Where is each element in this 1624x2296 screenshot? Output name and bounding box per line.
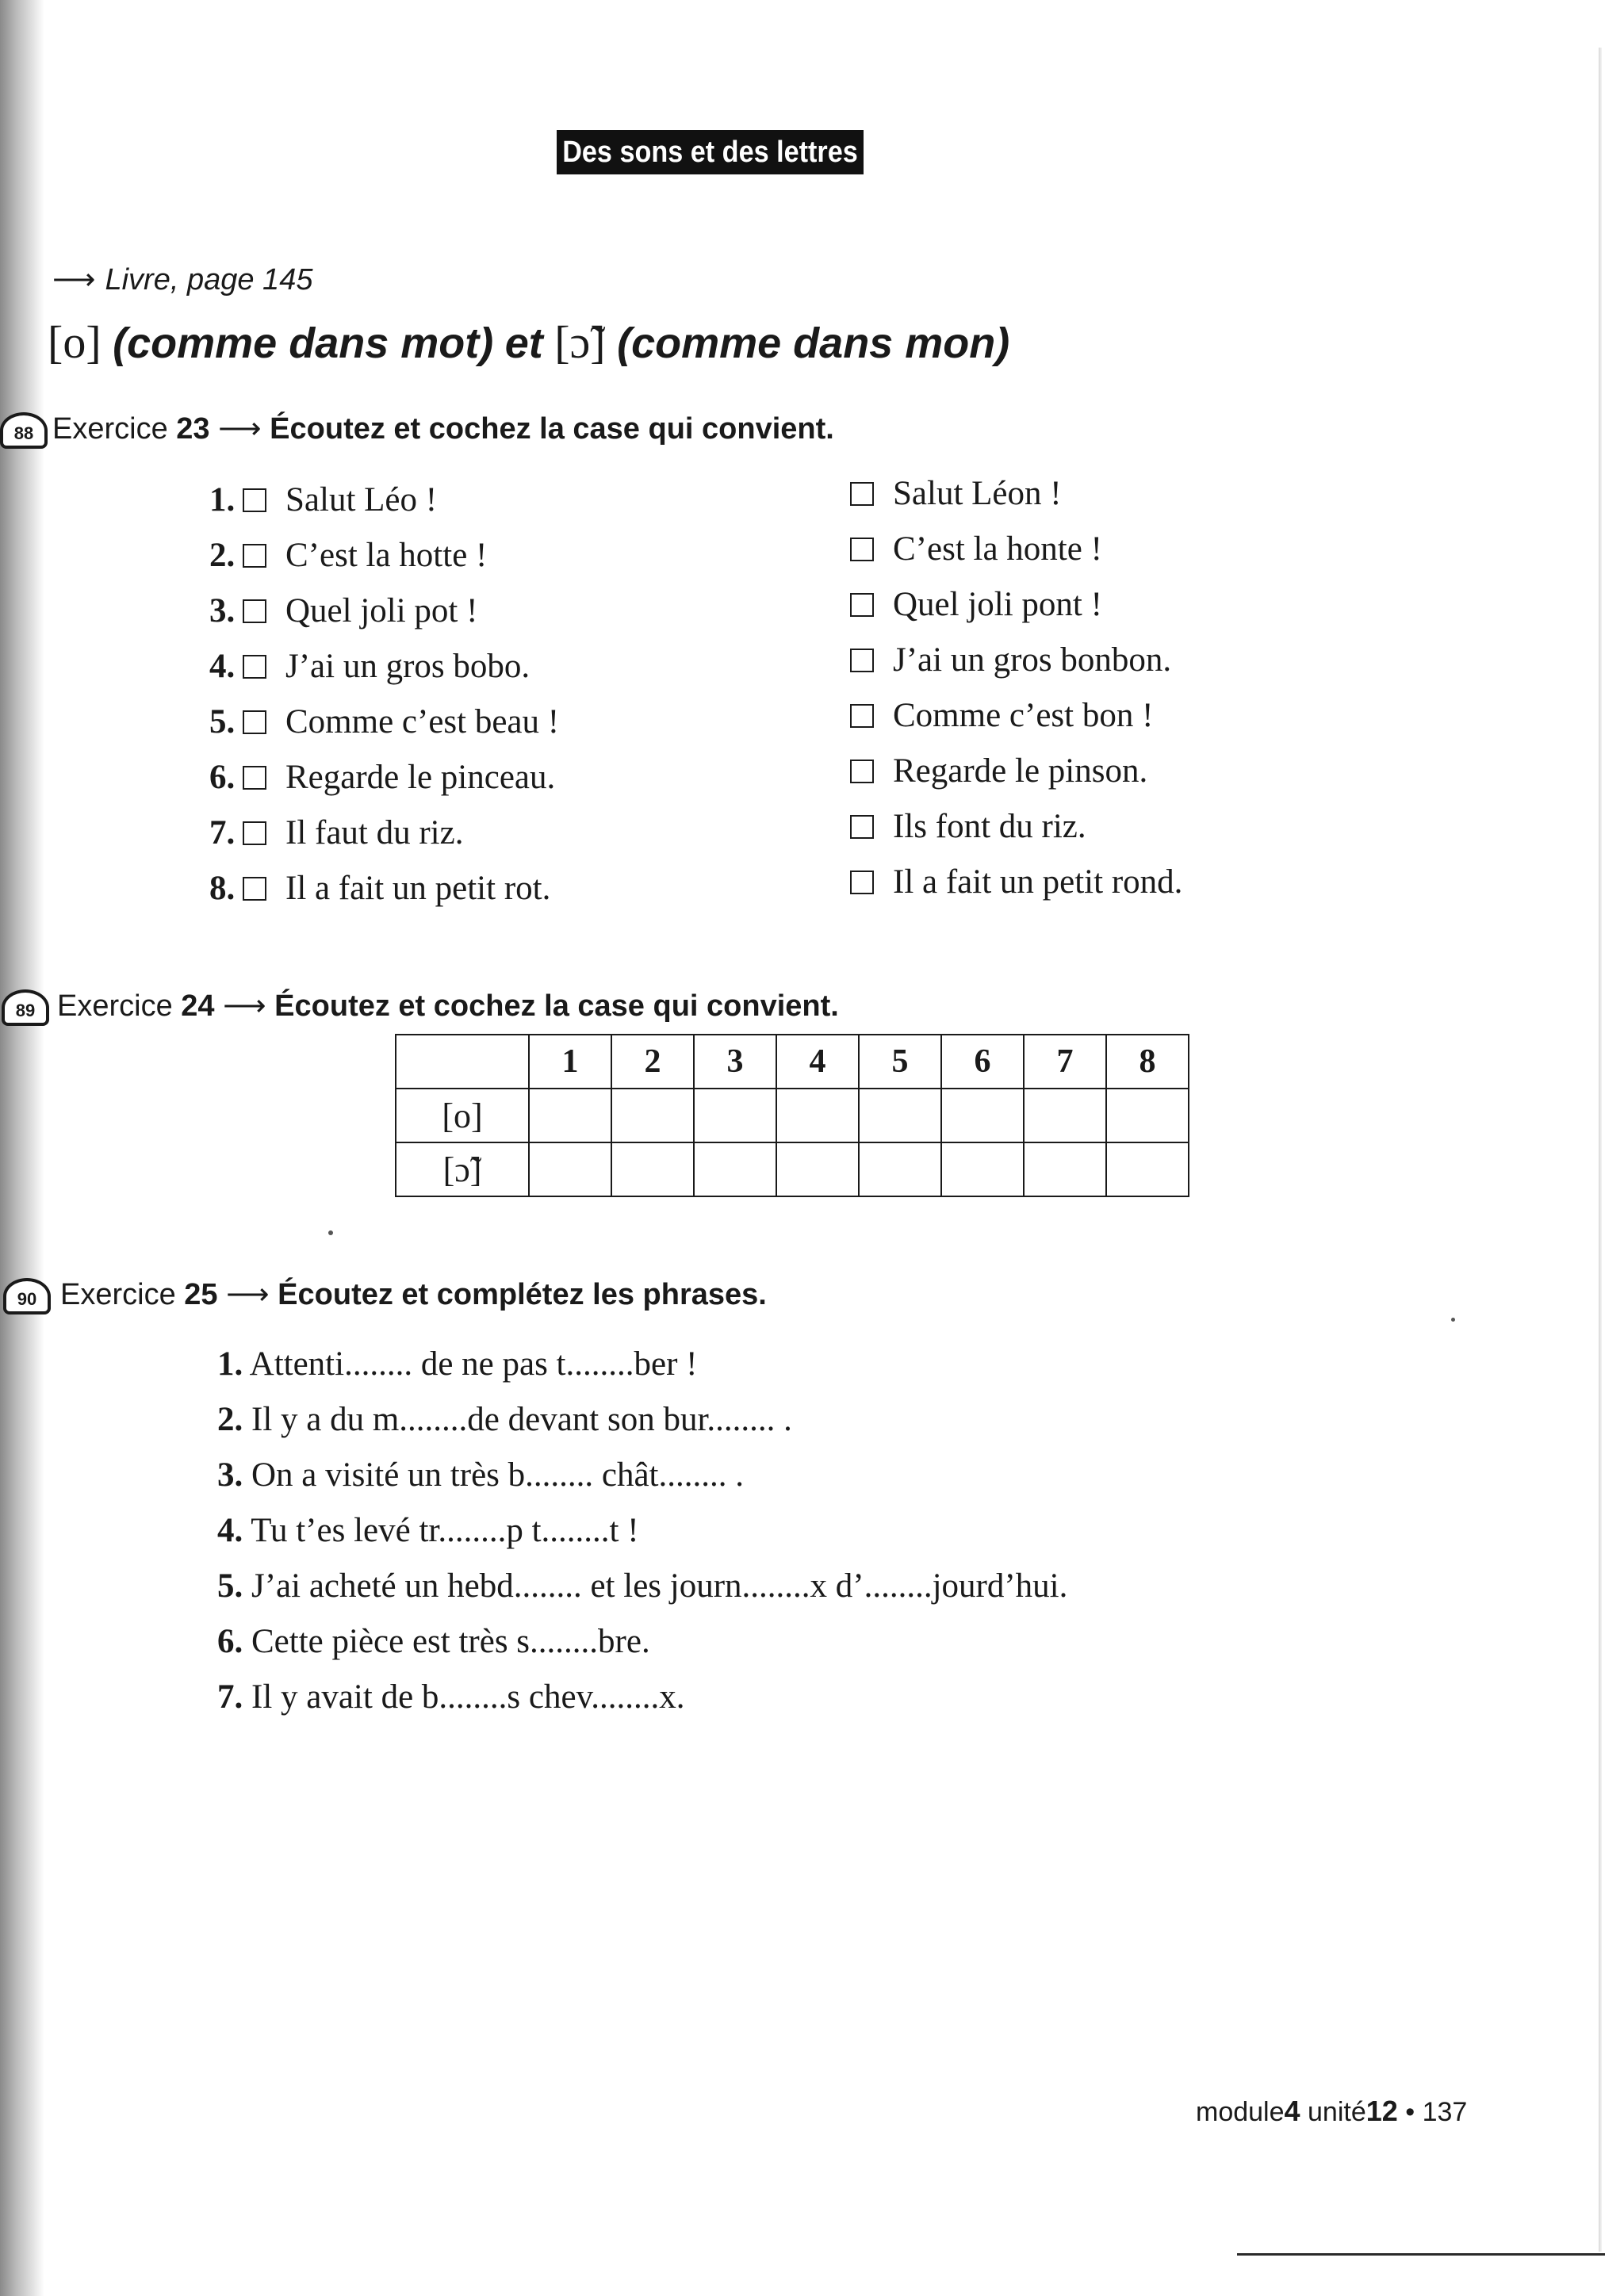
grid-answer-cell[interactable] (1024, 1089, 1106, 1142)
grid-answer-cell[interactable] (1106, 1142, 1189, 1196)
page-bottom-edge (1237, 2253, 1605, 2256)
item-number: 3. (217, 1456, 243, 1494)
option-right (850, 585, 1102, 624)
fill-in-sentence (217, 1345, 697, 1383)
exercise-instruction: Écoutez et complétez les phrases. (278, 1278, 767, 1311)
option-right (850, 696, 1153, 735)
option-right (850, 641, 1171, 679)
grid-answer-cell[interactable] (776, 1142, 859, 1196)
section-banner: Des sons et des lettres (557, 130, 864, 174)
exercise-label: Exercice (60, 1278, 176, 1311)
scan-speck (328, 1230, 333, 1235)
item-number: 6. (209, 759, 236, 796)
phoneme-on: [ɔ̃] (554, 316, 606, 368)
footer-unit-label: unité (1308, 2097, 1366, 2127)
grid-answer-cell[interactable] (776, 1089, 859, 1142)
checkbox[interactable] (850, 649, 874, 672)
option-text: Salut Léon ! (893, 475, 1062, 512)
page-edge (1599, 48, 1602, 2252)
phoneme-o: [o] (48, 316, 102, 368)
checkbox[interactable] (850, 815, 874, 839)
checkbox[interactable] (243, 710, 266, 734)
exercise-number: 24 (181, 989, 215, 1023)
grid-row-label: [o] (396, 1089, 529, 1142)
option-right (850, 863, 1182, 901)
option-left (209, 869, 550, 908)
checkbox[interactable] (850, 704, 874, 728)
item-number: 8. (209, 870, 236, 907)
sentence-text: Il y a du m........de devant son bur........ . (251, 1401, 792, 1438)
grid-column-header: 2 (611, 1035, 694, 1089)
grid-column-header: 4 (776, 1035, 859, 1089)
sound-grid (395, 1034, 1189, 1197)
scan-speck (1451, 1318, 1455, 1322)
grid-column-header: 7 (1024, 1035, 1106, 1089)
checkbox[interactable] (243, 655, 266, 679)
sentence-text: Tu t’es levé tr........p t........t ! (251, 1512, 639, 1549)
checkbox[interactable] (243, 599, 266, 623)
sentence-text: J’ai acheté un hebd........ et les journ........x d’........jourd’hui. (251, 1567, 1068, 1605)
grid-answer-cell[interactable] (1106, 1089, 1189, 1142)
option-text: C’est la hotte ! (285, 537, 488, 574)
item-number: 3. (209, 592, 236, 629)
option-text: Comme c’est bon ! (893, 697, 1154, 734)
option-left (209, 702, 559, 741)
grid-answer-cell[interactable] (611, 1089, 694, 1142)
option-right (850, 752, 1147, 790)
exercise-label: Exercice (52, 412, 168, 446)
book-reference (52, 262, 312, 297)
option-text: Salut Léo ! (285, 481, 438, 519)
item-number: 2. (209, 537, 236, 574)
grid-column-header: 6 (941, 1035, 1024, 1089)
audio-track-icon: 90 (3, 1278, 51, 1314)
option-right (850, 530, 1102, 568)
option-text: Il a fait un petit rot. (285, 870, 551, 907)
fill-in-sentence (217, 1678, 685, 1716)
option-text: J’ai un gros bonbon. (893, 641, 1172, 679)
arrow-icon: ⟶ (218, 412, 262, 446)
grid-answer-cell[interactable] (694, 1089, 776, 1142)
footer-module-number: 4 (1284, 2095, 1300, 2127)
heading-conjunction: et (504, 320, 543, 367)
item-number: 2. (217, 1401, 243, 1438)
option-left (209, 536, 487, 575)
option-right (850, 807, 1086, 846)
exercise-instruction: Écoutez et cochez la case qui convient. (270, 412, 834, 446)
fill-in-sentence (217, 1400, 792, 1439)
grid-answer-cell[interactable] (859, 1142, 941, 1196)
grid-row (396, 1142, 1189, 1196)
item-number: 4. (217, 1512, 243, 1549)
heading-example-2: (comme dans mon) (617, 320, 1010, 367)
grid-answer-cell[interactable] (941, 1142, 1024, 1196)
arrow-icon: ⟶ (223, 989, 266, 1023)
footer-unit-number: 12 (1365, 2095, 1398, 2127)
grid-answer-cell[interactable] (941, 1089, 1024, 1142)
grid-column-header: 5 (859, 1035, 941, 1089)
book-spine-shadow (0, 0, 44, 2296)
option-left (209, 591, 477, 630)
checkbox[interactable] (243, 877, 266, 901)
lesson-heading (48, 316, 1009, 369)
heading-example-1: (comme dans mot) (113, 320, 494, 367)
option-right (850, 474, 1062, 513)
grid-corner-cell (396, 1035, 529, 1089)
option-text: J’ai un gros bobo. (285, 648, 530, 685)
checkbox[interactable] (850, 538, 874, 561)
grid-answer-cell[interactable] (611, 1142, 694, 1196)
exercise-instruction: Écoutez et cochez la case qui convient. (274, 989, 839, 1023)
checkbox[interactable] (243, 766, 266, 790)
item-number: 5. (217, 1567, 243, 1605)
grid-column-header: 8 (1106, 1035, 1189, 1089)
sentence-text: Il y avait de b........s chev........x. (251, 1678, 685, 1716)
item-number: 7. (217, 1678, 243, 1716)
option-text: Quel joli pont ! (893, 586, 1102, 623)
option-text: Il a fait un petit rond. (893, 863, 1183, 901)
option-text: Il faut du riz. (285, 814, 464, 851)
exercise-label: Exercice (57, 989, 173, 1023)
grid-column-header: 3 (694, 1035, 776, 1089)
option-left (209, 758, 555, 797)
item-number: 5. (209, 703, 236, 740)
grid-answer-cell[interactable] (694, 1142, 776, 1196)
checkbox[interactable] (243, 544, 266, 568)
checkbox[interactable] (243, 488, 266, 512)
option-text: Comme c’est beau ! (285, 703, 560, 740)
item-number: 7. (209, 814, 236, 851)
audio-track-icon: 88 (0, 412, 48, 449)
exercise-25-title (60, 1276, 767, 1312)
grid-answer-cell[interactable] (529, 1089, 611, 1142)
sentence-text: Attenti........ de ne pas t........ber ! (249, 1345, 698, 1383)
item-number: 4. (209, 648, 236, 685)
fill-in-sentence (217, 1511, 639, 1550)
footer-bullet: • (1405, 2097, 1415, 2127)
exercise-number: 23 (176, 412, 210, 446)
exercise-23-title (52, 411, 834, 446)
arrow-icon: ⟶ (226, 1278, 270, 1311)
option-text: Regarde le pinson. (893, 752, 1148, 790)
sentence-text: On a visité un très b........ chât........ . (251, 1456, 745, 1494)
checkbox[interactable] (850, 482, 874, 506)
checkbox[interactable] (243, 821, 266, 845)
grid-column-header: 1 (529, 1035, 611, 1089)
item-number: 1. (217, 1345, 243, 1383)
grid-row (396, 1089, 1189, 1142)
exercise-24-title (57, 988, 839, 1024)
checkbox[interactable] (850, 871, 874, 894)
option-text: C’est la honte ! (893, 530, 1102, 568)
option-text: Ils font du riz. (893, 808, 1086, 845)
grid-row-label: [ɔ̃] (396, 1142, 529, 1196)
option-left (209, 480, 437, 519)
item-number: 1. (209, 481, 236, 519)
page-number: 137 (1422, 2097, 1468, 2127)
option-left (209, 813, 463, 852)
option-text: Regarde le pinceau. (285, 759, 556, 796)
item-number: 6. (217, 1623, 243, 1660)
fill-in-sentence (217, 1567, 1067, 1605)
fill-in-sentence (217, 1456, 744, 1494)
exercise-number: 25 (184, 1278, 218, 1311)
option-text: Quel joli pot ! (285, 592, 478, 629)
grid-answer-cell[interactable] (859, 1089, 941, 1142)
grid-answer-cell[interactable] (529, 1142, 611, 1196)
grid-header-row (396, 1035, 1189, 1089)
page-footer (1196, 2095, 1467, 2128)
option-left (209, 647, 530, 686)
audio-track-icon: 89 (2, 989, 49, 1026)
sentence-text: Cette pièce est très s........bre. (251, 1623, 650, 1660)
arrow-icon: ⟶ (52, 263, 96, 297)
grid-answer-cell[interactable] (1024, 1142, 1106, 1196)
footer-module-label: module (1196, 2097, 1285, 2127)
checkbox[interactable] (850, 760, 874, 783)
book-reference-text: Livre, page 145 (105, 263, 313, 297)
fill-in-sentence (217, 1622, 650, 1661)
checkbox[interactable] (850, 593, 874, 617)
